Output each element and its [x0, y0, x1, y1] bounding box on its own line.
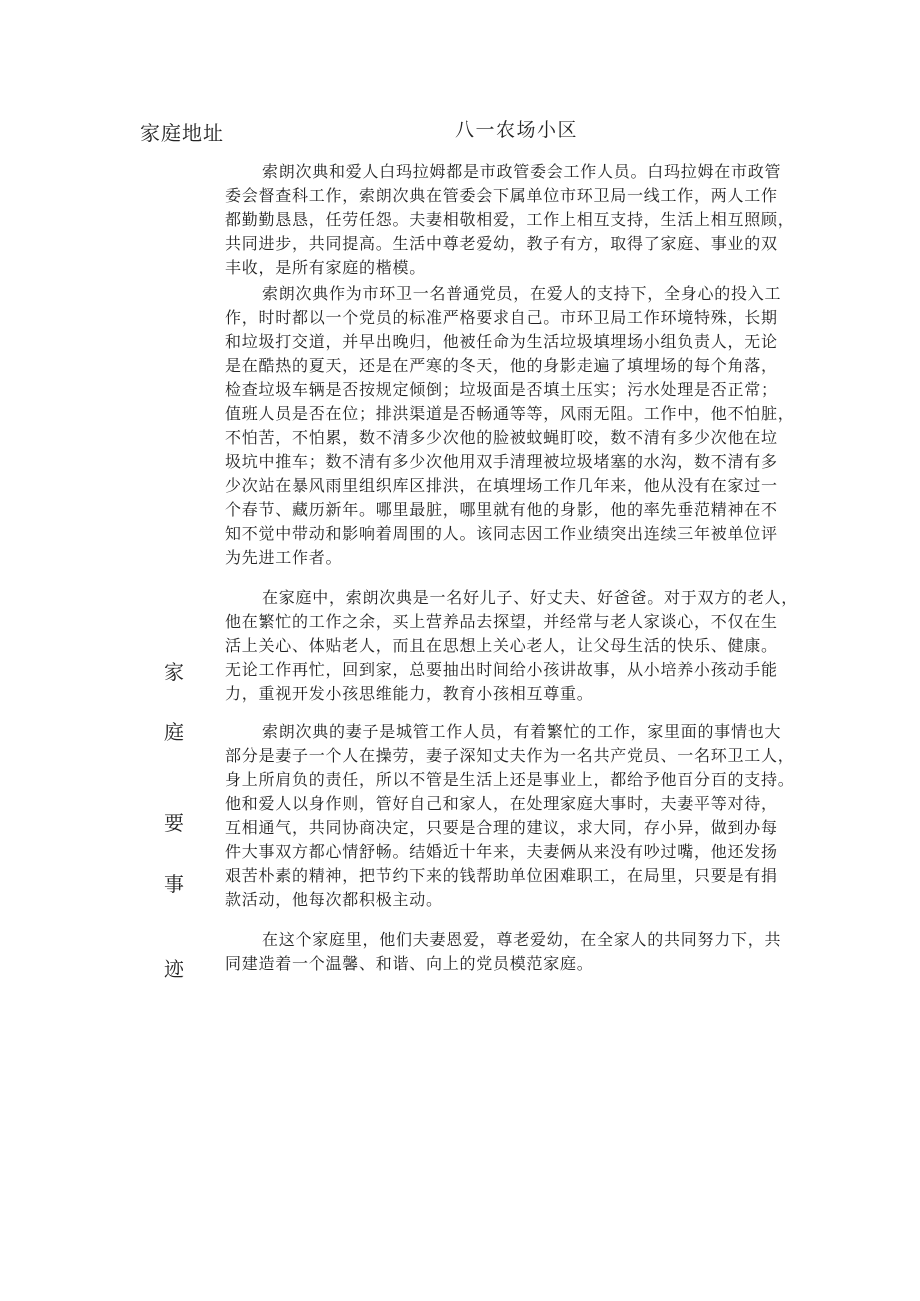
side-label-char: 迹: [164, 957, 184, 981]
side-label-char: 要: [164, 811, 184, 835]
address-value: 八一农场小区: [455, 119, 579, 141]
side-label-char: 事: [164, 872, 184, 896]
text-line: 都勤勤恳恳，任劳任怨。夫妻相敬相爱，工作上相互支持，生活上相互照顾，: [225, 210, 795, 229]
text-line: 为先进工作者。: [225, 548, 343, 567]
text-line: 不怕苦，不怕累，数不清多少次他的脸被蚊蝇盯咬，数不清有多少次他在垃: [225, 428, 778, 447]
text-line: 值班人员是否在位；排洪渠道是否畅通等等，风雨无阻。工作中，他不怕脏，: [225, 404, 795, 423]
paragraph-family-life: [225, 586, 815, 706]
text-line: 身上所肩负的责任，所以不管是生活上还是事业上，都给予他百分百的支持。: [225, 770, 795, 789]
text-line: 他在繁忙的工作之余，买上营养品去探望，并经常与老人家谈心，不仅在生: [225, 612, 778, 631]
text-line: 少次站在暴风雨里组织库区排洪，在填埋场工作几年来，他从没有在家过一: [225, 476, 778, 495]
text-line: 他和爱人以身作则，管好自己和家人，在处理家庭大事时，夫妻平等对待，: [225, 794, 778, 813]
text-line: 丰收，是所有家庭的楷模。: [225, 258, 427, 277]
text-line: 款活动，他每次都积极主动。: [225, 890, 443, 909]
text-line: 同建造着一个温馨、和谐、向上的党员模范家庭。: [225, 954, 594, 973]
text-line: 艰苦朴素的精神，把节约下来的钱帮助单位困难职工，在局里，只要是有捐: [225, 866, 778, 885]
text-line: 索朗次典的妻子是城管工作人员，有着繁忙的工作，家里面的事情也大: [262, 722, 782, 741]
text-line: 圾坑中推车；数不清有多少次他用双手清理被垃圾堵塞的水沟，数不清有多: [225, 452, 778, 471]
text-line: 检查垃圾车辆是否按规定倾倒；垃圾面是否填土压实；污水处理是否正常；: [225, 380, 778, 399]
paragraph-spouse: [225, 720, 815, 912]
text-line: 部分是妻子一个人在操劳，妻子深知丈夫作为一名共产党员、一名环卫工人，: [225, 746, 795, 765]
text-line: 索朗次典和爱人白玛拉姆都是市政管委会工作人员。白玛拉姆在市政管: [262, 162, 782, 181]
paragraph-conclusion: [225, 928, 815, 976]
text-line: 无论工作再忙，回到家，总要抽出时间给小孩讲故事，从小培养小孩动手能: [225, 660, 778, 679]
text-line: 是在酷热的夏天，还是在严寒的冬天，他的身影走遍了填埋场的每个角落，: [225, 356, 778, 375]
text-line: 作，时时都以一个党员的标准严格要求自己。市环卫局工作环境特殊，长期: [225, 308, 778, 327]
text-line: 件大事双方都心情舒畅。结婚近十年来，夫妻俩从来没有吵过嘴，他还发扬: [225, 842, 778, 861]
text-line: 活上关心、体贴老人，而且在思想上关心老人，让父母生活的快乐、健康。: [225, 636, 778, 655]
text-line: 共同进步，共同提高。生活中尊老爱幼，教子有方，取得了家庭、事业的双: [225, 234, 778, 253]
text-line: 在这个家庭里，他们夫妻恩爱，尊老爱幼，在全家人的共同努力下，共: [262, 930, 782, 949]
text-line: 知不觉中带动和影响着周围的人。该同志因工作业绩突出连续三年被单位评: [225, 524, 778, 543]
side-label-char: 家: [164, 660, 184, 684]
text-line: 和垃圾打交道，并早出晚归，他被任命为生活垃圾填埋场小组负责人，无论: [225, 332, 778, 351]
text-line: 个春节、藏历新年。哪里最脏，哪里就有他的身影，他的率先垂范精神在不: [225, 500, 778, 519]
paragraph-family-intro: [225, 160, 815, 280]
text-line: 互相通气，共同协商决定，只要是合理的建议，求大同，存小异，做到办每: [225, 818, 778, 837]
text-line: 委会督查科工作，索朗次典在管委会下属单位市环卫局一线工作，两人工作: [225, 186, 778, 205]
text-line: 力，重视开发小孩思维能力，教育小孩相互尊重。: [225, 684, 594, 703]
text-line: 在家庭中，索朗次典是一名好儿子、好丈夫、好爸爸。对于双方的老人，: [262, 588, 799, 607]
side-label-char: 庭: [164, 720, 184, 744]
text-line: 索朗次典作为市环卫一名普通党员，在爱人的支持下，全身心的投入工: [262, 284, 782, 303]
address-label: 家庭地址: [140, 121, 224, 145]
paragraph-work: [225, 282, 815, 570]
